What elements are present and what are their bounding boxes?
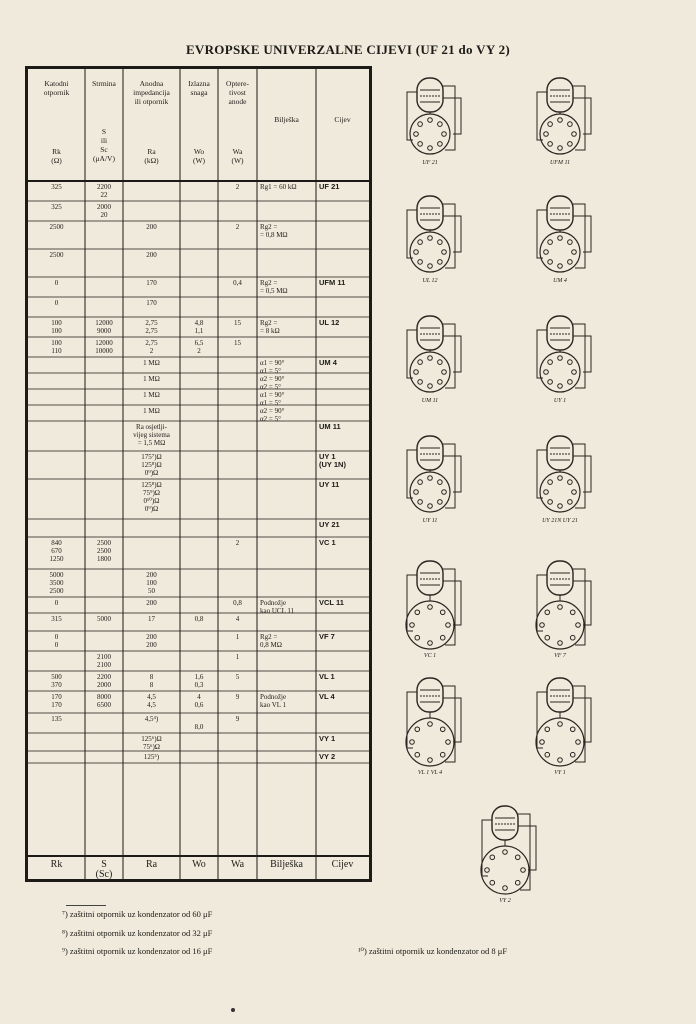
row-15-rk	[28, 521, 85, 537]
row-25-wo	[180, 735, 218, 751]
tube-diagram-label: UY 11	[422, 518, 438, 524]
row-16-wa: 2	[235, 539, 240, 547]
row-9-ra: 1 MΩ	[143, 375, 160, 383]
row-22-note	[260, 673, 315, 691]
row-10-wo	[180, 391, 218, 405]
row-24-note	[260, 715, 315, 733]
row-5-s	[85, 299, 123, 317]
row-22-s: 2200 2000	[97, 673, 111, 689]
row-25-note	[260, 735, 315, 751]
tube-diagram	[395, 555, 475, 665]
row-11-ra: 1 MΩ	[143, 407, 160, 415]
row-2-ra: 200	[146, 223, 157, 231]
row-4-tube: UFM 11	[319, 278, 346, 287]
row-7-wa: 15	[234, 339, 241, 347]
row-11-rk	[28, 407, 85, 421]
footer-c4: Wo	[192, 859, 206, 870]
row-2-tube	[319, 223, 368, 249]
row-17-tube	[319, 571, 368, 597]
row-16-note	[260, 539, 315, 569]
tube-diagram-label: UY 21N UY 21	[542, 518, 578, 524]
row-12-wa	[218, 423, 257, 451]
row-15-tube: UY 21	[319, 520, 340, 529]
row-2-wa: 2	[235, 223, 240, 231]
row-0-wa: 2	[235, 183, 240, 191]
row-3-s	[85, 251, 123, 277]
tube-data-table	[25, 66, 372, 882]
footer-c5: Wa	[230, 859, 245, 870]
row-15-s	[85, 521, 123, 537]
row-17-wo	[180, 571, 218, 597]
row-7-ra: 2,75 2	[145, 339, 158, 355]
row-14-wo	[180, 481, 218, 519]
row-19-rk: 315	[51, 615, 62, 623]
row-15-ra	[123, 521, 180, 537]
row-19-s: 5000	[97, 615, 111, 623]
row-16-tube: VC 1	[319, 538, 336, 547]
header-col5: Optere- tivost anode	[226, 79, 249, 106]
row-6-wo: 4,8 1,1	[194, 319, 204, 335]
row-24-ra: 4,5⁴)	[144, 715, 159, 723]
row-20-rk: 0 0	[54, 633, 59, 649]
page-mark	[231, 1008, 235, 1012]
row-14-rk	[28, 481, 85, 519]
row-26-s	[85, 753, 123, 763]
row-24-s	[85, 715, 123, 733]
header-sym1: Rk (Ω)	[51, 147, 62, 165]
row-4-wa: 0,4	[233, 279, 242, 287]
row-7-rk: 100 110	[51, 339, 62, 355]
row-3-rk: 2500	[49, 251, 64, 259]
row-4-ra: 170	[146, 279, 157, 287]
row-10-rk	[28, 391, 85, 405]
row-4-rk: 0	[54, 279, 59, 287]
row-10-ra: 1 MΩ	[143, 391, 160, 399]
row-23-ra: 4,5 4,5	[147, 693, 156, 709]
tube-diagram-label: UY 1	[553, 398, 567, 404]
row-8-rk	[28, 359, 85, 373]
row-25-rk	[28, 735, 85, 751]
row-12-s	[85, 423, 123, 451]
row-12-tube: UM 11	[319, 422, 341, 431]
page-title: EVROPSKE UNIVERZALNE CIJEVI (UF 21 do VY 2)	[185, 42, 511, 57]
row-0-wo	[180, 183, 218, 201]
header-sym2: S ili Sc (μA/V)	[93, 127, 115, 163]
row-3-tube	[319, 251, 368, 277]
row-24-tube	[319, 715, 368, 733]
tube-diagram	[525, 672, 605, 782]
row-15-note	[260, 521, 315, 537]
row-24-rk: 135	[51, 715, 62, 723]
row-21-note	[260, 653, 315, 671]
row-25-wa	[218, 735, 257, 751]
row-26-rk	[28, 753, 85, 763]
row-10-note: α1 = 90° α1 = 5°	[260, 391, 285, 407]
tube-diagram-label: VF 7	[554, 653, 566, 659]
row-7-note	[260, 339, 315, 357]
row-19-wo: 0,8	[194, 615, 204, 623]
row-6-s: 12000 9000	[95, 319, 113, 335]
row-7-tube	[319, 339, 368, 357]
tube-diagram-label: UF 21	[422, 160, 438, 166]
row-6-wa: 15	[234, 319, 241, 327]
row-17-wa	[218, 571, 257, 597]
row-0-ra	[123, 183, 180, 201]
row-18-tube: VCL 11	[319, 598, 344, 607]
row-3-wo	[180, 251, 218, 277]
row-23-wa: 9	[235, 693, 240, 701]
header-sym3: Ra (kΩ)	[144, 147, 159, 165]
row-2-rk: 2500	[49, 223, 64, 231]
tube-diagram	[395, 672, 475, 782]
tube-diagram	[525, 555, 605, 665]
row-2-s	[85, 223, 123, 249]
row-18-note: Podnožje kao UCL 11	[260, 599, 295, 615]
row-8-wa	[218, 359, 257, 373]
row-1-ra	[123, 203, 180, 221]
row-22-tube: VL 1	[319, 672, 335, 681]
row-15-wo	[180, 521, 218, 537]
row-23-tube: VL 4	[319, 692, 335, 701]
row-12-wo	[180, 423, 218, 451]
row-22-rk: 500 370	[51, 673, 62, 689]
row-20-note: Rg2 = 0,8 MΩ	[260, 633, 282, 649]
row-3-wa	[218, 251, 257, 277]
row-19-ra: 17	[148, 615, 155, 623]
row-14-wa	[218, 481, 257, 519]
row-12-ra: Ra osjetlji- vijeg sistema = 1,5 MΩ	[133, 423, 170, 447]
row-18-wa: 0,8	[233, 599, 242, 607]
row-21-tube	[319, 653, 368, 671]
header-col3: Anodna impedancija ili otpornik	[133, 79, 170, 106]
row-4-s	[85, 279, 123, 297]
row-1-note	[260, 203, 315, 221]
row-21-wa: 1	[235, 653, 240, 661]
row-21-wo	[180, 653, 218, 671]
row-1-wo	[180, 203, 218, 221]
header-sym4: Wo (W)	[192, 147, 206, 165]
row-12-note	[260, 423, 315, 451]
row-0-rk: 325	[51, 183, 62, 191]
row-26-wa	[218, 753, 257, 763]
row-4-wo	[180, 279, 218, 297]
row-1-tube	[319, 203, 368, 221]
row-17-ra: 200 100 50	[146, 571, 157, 595]
row-18-rk: 0	[54, 599, 59, 607]
row-15-wa	[218, 521, 257, 537]
tube-diagram	[470, 800, 550, 910]
row-25-ra: 125⁶)Ω 75⁶)Ω	[141, 735, 162, 751]
row-10-tube	[319, 391, 368, 405]
row-8-wo	[180, 359, 218, 373]
row-20-s	[85, 633, 123, 651]
footnote-10: ¹⁰) zaštitni otpornik uz kondenzator od 8 μF	[358, 946, 508, 956]
tube-diagram-label: UL 12	[422, 278, 438, 284]
header-col1: Katodni otpornik	[43, 79, 70, 97]
row-8-ra: 1 MΩ	[143, 359, 160, 367]
header-col4: Izlazna snaga	[188, 79, 210, 97]
footnote-8: ⁸) zaštitni otpornik uz kondenzator od 32 μF	[62, 928, 213, 938]
footer-c3: Ra	[145, 859, 158, 870]
row-10-s	[85, 391, 123, 405]
row-23-note: Podnožje kao VL 1	[260, 693, 287, 709]
row-7-s: 12000 10000	[95, 339, 113, 355]
row-9-wo	[180, 375, 218, 389]
row-23-s: 8000 6500	[97, 693, 111, 709]
tube-diagram-label: VY 1	[554, 770, 566, 776]
row-16-ra	[123, 539, 180, 569]
header-col6: Bilješka	[274, 115, 299, 124]
row-13-wa	[218, 453, 257, 479]
row-22-wo: 1,6 0,3	[194, 673, 204, 689]
row-13-s	[85, 453, 123, 479]
row-3-ra: 200	[146, 251, 157, 259]
row-11-tube	[319, 407, 368, 421]
header-sym5: Wa (W)	[231, 147, 244, 165]
row-13-note	[260, 453, 315, 479]
row-21-rk	[28, 653, 85, 671]
row-22-wa: 5	[235, 673, 240, 681]
row-16-rk: 840 670 1250	[49, 539, 64, 563]
row-17-rk: 5000 3500 2500	[49, 571, 64, 595]
footer-c6: Bilješka	[270, 859, 303, 870]
row-11-s	[85, 407, 123, 421]
footer-c2: S (Sc)	[95, 859, 113, 880]
row-19-wa: 4	[235, 615, 240, 623]
row-20-ra: 200 200	[146, 633, 157, 649]
row-2-wo	[180, 223, 218, 249]
row-9-rk	[28, 375, 85, 389]
row-13-tube: UY 1 (UY 1N)	[319, 452, 346, 469]
row-16-wo	[180, 539, 218, 569]
row-9-wa	[218, 375, 257, 389]
row-9-s	[85, 375, 123, 389]
row-14-tube: UY 11	[319, 480, 340, 489]
row-6-note: Rg2 = = 8 kΩ	[260, 319, 280, 335]
row-1-s: 2000 20	[97, 203, 111, 219]
row-21-ra	[123, 653, 180, 671]
row-7-wo: 6,5 2	[194, 339, 204, 355]
row-5-wo	[180, 299, 218, 317]
row-6-rk: 100 100	[51, 319, 62, 335]
row-23-rk: 170 170	[51, 693, 62, 709]
row-11-note: α2 = 90° α2 = 5°	[260, 407, 285, 423]
row-26-ra: 125⁵)	[143, 753, 160, 761]
row-18-ra: 200	[146, 599, 157, 607]
tube-diagram-label: UM 11	[421, 398, 439, 404]
row-13-rk	[28, 453, 85, 479]
row-14-ra: 125⁸)Ω 75⁹)Ω 0¹⁰)Ω 0⁹)Ω	[141, 481, 162, 513]
row-5-wa	[218, 299, 257, 317]
row-5-rk: 0	[54, 299, 59, 307]
row-5-tube	[319, 299, 368, 317]
row-0-note: Rg1 = 60 kΩ	[260, 183, 297, 191]
row-6-ra: 2,75 2,75	[145, 319, 158, 335]
row-24-wa: 9	[235, 715, 240, 723]
row-1-wa	[218, 203, 257, 221]
footer-c1: Rk	[50, 859, 63, 870]
footer-c7: Cijev	[331, 859, 354, 870]
row-3-note	[260, 251, 315, 277]
tube-diagram-label: VY 2	[499, 898, 511, 904]
row-9-tube	[319, 375, 368, 389]
row-9-note: α2 = 90° α2 = 5°	[260, 375, 285, 391]
row-24-wo: 8,0	[194, 723, 204, 731]
row-5-ra: 170	[146, 299, 157, 307]
tube-diagram-label: VL 1 VL 4	[417, 770, 443, 776]
row-26-note	[260, 753, 315, 763]
row-26-wo	[180, 753, 218, 763]
row-13-wo	[180, 453, 218, 479]
row-16-s: 2500 2500 1800	[97, 539, 111, 563]
row-12-rk	[28, 423, 85, 451]
row-5-note	[260, 299, 315, 317]
row-11-wa	[218, 407, 257, 421]
row-6-tube: UL 12	[319, 318, 340, 327]
row-25-tube: VY 1	[319, 734, 336, 743]
row-20-tube: VF 7	[319, 632, 335, 641]
row-14-s	[85, 481, 123, 519]
row-20-wa: 1	[235, 633, 240, 641]
row-18-s	[85, 599, 123, 613]
row-23-wo: 4 0,6	[194, 693, 204, 709]
tube-diagram-label: VC 1	[423, 653, 437, 659]
row-22-ra: 8 8	[149, 673, 154, 689]
header-col2: Strmina	[92, 79, 116, 88]
row-1-rk: 325	[51, 203, 62, 211]
row-8-tube: UM 4	[319, 358, 337, 367]
tube-diagram-label: UFM 11	[549, 160, 571, 166]
row-18-wo	[180, 599, 218, 613]
row-19-tube	[319, 615, 368, 631]
footnote-9: ⁹) zaštitni otpornik uz kondenzator od 16 μF	[62, 946, 213, 956]
row-14-note	[260, 481, 315, 519]
row-19-note	[260, 615, 315, 631]
row-2-note: Rg2 = = 0,8 MΩ	[260, 223, 288, 239]
row-11-wo	[180, 407, 218, 421]
footnote-7: ⁷) zaštitni otpornik uz kondenzator od 60 μF	[62, 909, 213, 919]
footnote-divider	[66, 905, 106, 906]
row-25-s	[85, 735, 123, 751]
row-8-note: α1 = 90° α1 = 5°	[260, 359, 285, 375]
row-26-tube: VY 2	[319, 752, 336, 761]
row-0-tube: UF 21	[319, 182, 340, 191]
row-8-s	[85, 359, 123, 373]
tube-diagram-label: UM 4	[553, 278, 567, 284]
row-13-ra: 175⁷)Ω 125⁸)Ω 0⁹)Ω	[141, 453, 162, 477]
row-4-note: Rg2 = = 0,5 MΩ	[260, 279, 288, 295]
row-10-wa	[218, 391, 257, 405]
row-20-wo	[180, 633, 218, 651]
row-0-s: 2200 22	[97, 183, 111, 199]
row-17-s	[85, 571, 123, 597]
header-col7: Cijev	[334, 115, 351, 124]
row-17-note	[260, 571, 315, 597]
row-21-s: 2100 2100	[97, 653, 111, 669]
